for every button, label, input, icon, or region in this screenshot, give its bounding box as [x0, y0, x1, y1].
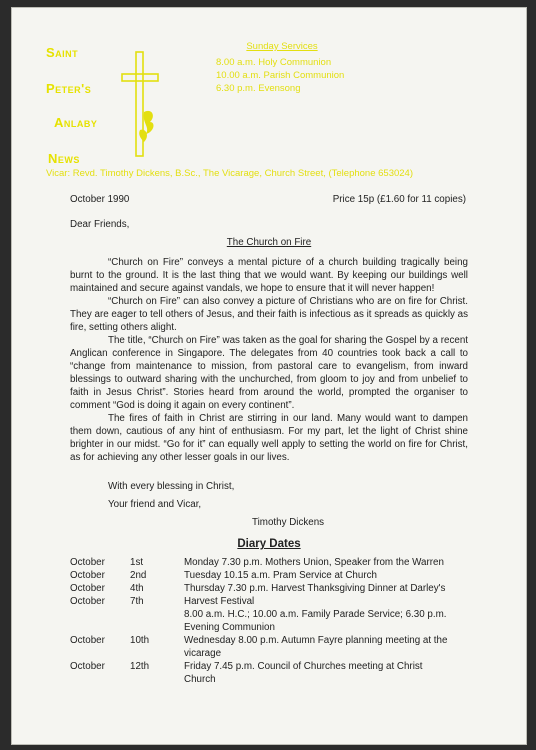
letter-paragraph: The title, “Church on Fire” was taken as the goal for sharing the Gospel by a recent Anglican conference in Singapore. The delegates from 40 countries took back a call to “change from maintenance to mission, from pastoral care to evangelism, from inward blessings to outward sharing with the unchurched, from gloom to joy and from unbelief to faith in Jesus Christ”. Stories heard from around the world, prompted the organiser to comment “God is doing it again on every continent”.: [70, 335, 468, 411]
salutation: Dear Friends,: [70, 219, 130, 230]
diary-day: 4th: [130, 583, 144, 594]
diary-event-line: Monday 7.30 p.m. Mothers Union, Speaker from the Warren: [184, 557, 444, 568]
diary-event-line: Tuesday 10.15 a.m. Pram Service at Church: [184, 570, 377, 581]
diary-entry: [70, 569, 482, 582]
diary-event-line: Church: [184, 674, 216, 685]
diary-month: October: [70, 557, 105, 568]
diary-entry: [70, 660, 482, 686]
diary-day: 1st: [130, 557, 144, 568]
diary-month: October: [70, 596, 105, 607]
diary-event-line: Friday 7.45 p.m. Council of Churches meeting at Christ: [184, 661, 423, 672]
diary-event: [184, 569, 482, 582]
diary-heading: Diary Dates: [237, 538, 301, 550]
diary-event: [184, 634, 482, 660]
diary-entry: [70, 634, 482, 660]
newsletter-content: [12, 8, 526, 744]
newsletter-page: [12, 8, 526, 744]
service-time: 10.00 a.m. Parish Communion: [216, 70, 345, 81]
vicar-contact: Vicar: Revd. Timothy Dickens, B.Sc., The Vicarage, Church Street, (Telephone 653024): [46, 168, 413, 179]
diary-event: [184, 556, 482, 569]
diary-day: 7th: [130, 596, 144, 607]
diary-month: October: [70, 583, 105, 594]
issue-date: October 1990: [70, 194, 130, 205]
diary-entry: [70, 595, 482, 634]
diary-month: October: [70, 570, 105, 581]
diary-event-line: Wednesday 8.00 p.m. Autumn Fayre planning meeting at the: [184, 635, 448, 646]
masthead-line: Anlaby: [54, 115, 98, 130]
services-title: Sunday Services: [246, 41, 318, 52]
diary-month: October: [70, 635, 105, 646]
diary-event: [184, 582, 482, 595]
masthead-line: Saint: [46, 45, 79, 60]
diary-event-line: 8.00 a.m. H.C.; 10.00 a.m. Family Parade Service; 6.30 p.m.: [184, 609, 447, 620]
letter-paragraph: “Church on Fire” conveys a mental picture of a church building tragically being burnt to the ground. It is the last thing that we would want. By keeping our buildings well maintained and secure against vandals, we hope to ensure that it will never happen!: [70, 257, 468, 294]
diary-event: [184, 595, 482, 634]
letter-paragraph: “Church on Fire” can also convey a picture of Christians who are on fire for Christ. They are eager to tell others of Jesus, and their faith is infectious as it spreads as quickly as fire, setting others alight.: [70, 296, 468, 333]
diary-day: 12th: [130, 661, 150, 672]
masthead-line: News: [48, 151, 80, 166]
letter-body: [70, 256, 468, 464]
issue-price: Price 15p (£1.60 for 11 copies): [332, 194, 466, 205]
diary-list: [70, 556, 482, 686]
diary-month: October: [70, 661, 105, 672]
diary-event-line: Harvest Festival: [184, 596, 255, 607]
letter-heading: The Church on Fire: [226, 237, 312, 248]
letter-closing: With every blessing in Christ,: [108, 481, 235, 492]
diary-event-line: Evening Communion: [184, 622, 275, 633]
diary-day: 2nd: [130, 570, 147, 581]
letter-signoff: Your friend and Vicar,: [108, 499, 202, 510]
diary-entry: [70, 582, 482, 595]
diary-event-line: vicarage: [184, 648, 222, 659]
diary-event-line: Thursday 7.30 p.m. Harvest Thanksgiving Dinner at Darley's: [184, 583, 446, 594]
diary-event: [184, 660, 482, 686]
letter-paragraph: The fires of faith in Christ are stirring in our land. Many would want to dampen them down, cautious of any hint of enthusiasm. For my part, let the light of Christ shine brighter in our midst. “Go for it” can equally well apply to setting the world on fire for Christ, as for achieving any other lesser goals in our lives.: [70, 413, 468, 463]
diary-day: 10th: [130, 635, 150, 646]
service-time: 8.00 a.m. Holy Communion: [216, 57, 332, 68]
letter-signature: Timothy Dickens: [252, 517, 325, 528]
diary-entry: [70, 556, 482, 569]
masthead-line: Peter's: [46, 81, 92, 96]
service-time: 6.30 p.m. Evensong: [216, 83, 301, 94]
